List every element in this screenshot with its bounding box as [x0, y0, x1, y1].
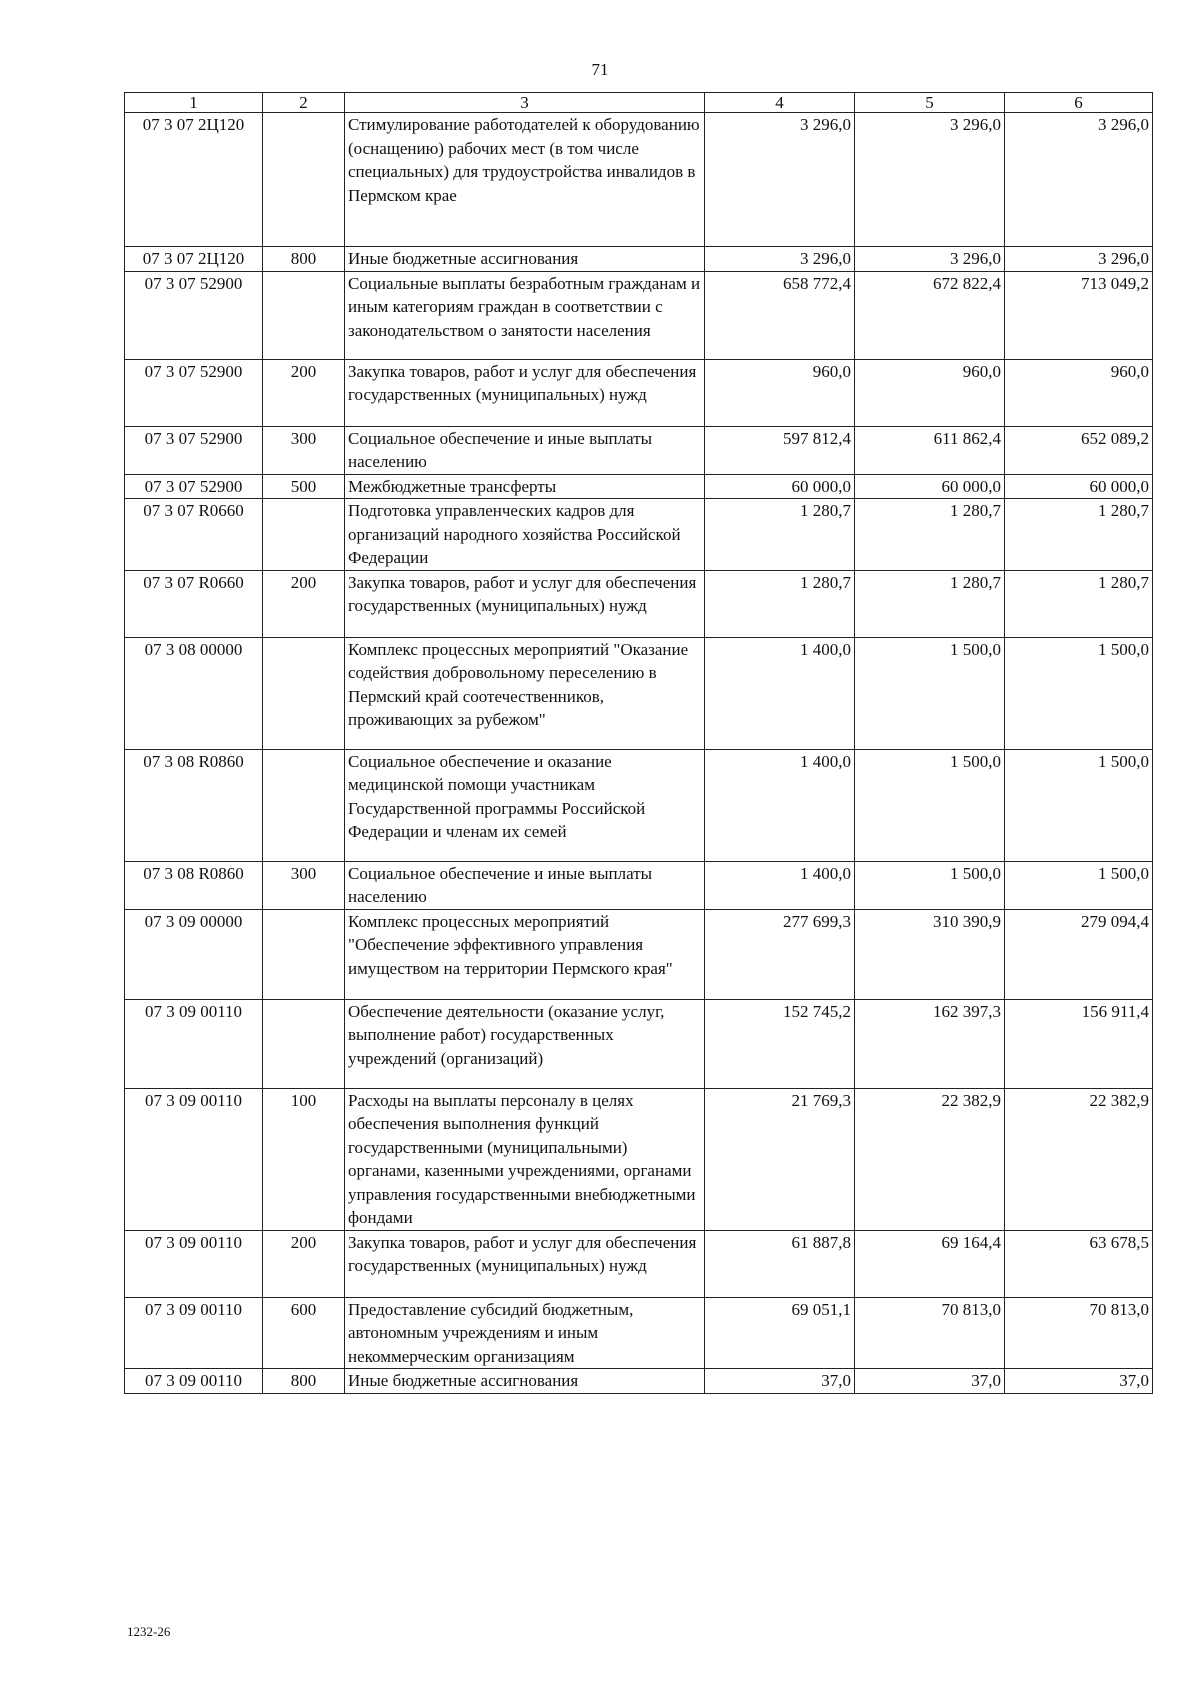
row-value-col5: 22 382,9: [855, 1088, 1005, 1230]
row-expense-type: [263, 637, 345, 749]
row-value-col6: 1 280,7: [1005, 499, 1153, 571]
row-value-col4: 37,0: [705, 1369, 855, 1394]
page-number: 71: [591, 60, 609, 79]
row-value-col4: 1 400,0: [705, 861, 855, 909]
row-value-col5: 1 500,0: [855, 861, 1005, 909]
row-value-col5: 1 500,0: [855, 749, 1005, 861]
row-expense-type: [263, 271, 345, 359]
row-name: Комплекс процессных мероприятий "Оказание содействия добровольному переселению в Пермский край соотечественников, проживающих за рубежом": [345, 637, 705, 749]
row-value-col6: 37,0: [1005, 1369, 1153, 1394]
row-expense-type: 300: [263, 861, 345, 909]
table-row: [125, 359, 1153, 426]
table-row: [125, 247, 1153, 272]
table-row: [125, 1088, 1153, 1230]
row-expense-type: 600: [263, 1297, 345, 1369]
table-header-row: [125, 93, 1153, 113]
row-expense-type: [263, 113, 345, 247]
row-value-col4: 61 887,8: [705, 1230, 855, 1297]
row-value-col4: 1 280,7: [705, 499, 855, 571]
row-value-col4: 3 296,0: [705, 247, 855, 272]
row-name: Подготовка управленческих кадров для организаций народного хозяйства Российской Федерации: [345, 499, 705, 571]
row-code: 07 3 09 00110: [125, 999, 263, 1088]
row-code: 07 3 07 52900: [125, 359, 263, 426]
row-code: 07 3 07 52900: [125, 426, 263, 474]
row-name: Стимулирование работодателей к оборудованию (оснащению) рабочих мест (в том числе специальных) для трудоустройства инвалидов в Пермском крае: [345, 113, 705, 247]
row-code: 07 3 09 00110: [125, 1297, 263, 1369]
row-name: Межбюджетные трансферты: [345, 474, 705, 499]
row-value-col6: 1 500,0: [1005, 861, 1153, 909]
row-value-col5: 310 390,9: [855, 909, 1005, 999]
row-code: 07 3 07 2Ц120: [125, 247, 263, 272]
row-value-col4: 658 772,4: [705, 271, 855, 359]
row-value-col5: 37,0: [855, 1369, 1005, 1394]
row-code: 07 3 07 52900: [125, 474, 263, 499]
budget-table: [124, 92, 1153, 1394]
table-row: [125, 113, 1153, 247]
row-value-col6: 60 000,0: [1005, 474, 1153, 499]
row-value-col4: 152 745,2: [705, 999, 855, 1088]
row-expense-type: 200: [263, 359, 345, 426]
row-name: Закупка товаров, работ и услуг для обеспечения государственных (муниципальных) нужд: [345, 359, 705, 426]
row-name: Социальное обеспечение и иные выплаты населению: [345, 861, 705, 909]
row-name: Социальное обеспечение и иные выплаты населению: [345, 426, 705, 474]
row-value-col4: 60 000,0: [705, 474, 855, 499]
row-value-col6: 652 089,2: [1005, 426, 1153, 474]
row-value-col5: 672 822,4: [855, 271, 1005, 359]
row-expense-type: 200: [263, 570, 345, 637]
row-value-col5: 162 397,3: [855, 999, 1005, 1088]
row-value-col4: 1 400,0: [705, 637, 855, 749]
row-value-col6: 3 296,0: [1005, 113, 1153, 247]
footer-code: 1232-26: [127, 1624, 171, 1639]
row-value-col4: 277 699,3: [705, 909, 855, 999]
table-row: [125, 271, 1153, 359]
table-row: [125, 1230, 1153, 1297]
row-value-col4: 21 769,3: [705, 1088, 855, 1230]
row-name: Иные бюджетные ассигнования: [345, 247, 705, 272]
row-value-col5: 70 813,0: [855, 1297, 1005, 1369]
row-expense-type: 200: [263, 1230, 345, 1297]
row-expense-type: 100: [263, 1088, 345, 1230]
row-code: 07 3 07 2Ц120: [125, 113, 263, 247]
row-expense-type: [263, 999, 345, 1088]
row-name: Иные бюджетные ассигнования: [345, 1369, 705, 1394]
row-expense-type: [263, 909, 345, 999]
row-value-col4: 3 296,0: [705, 113, 855, 247]
row-value-col6: 1 500,0: [1005, 637, 1153, 749]
row-value-col6: 279 094,4: [1005, 909, 1153, 999]
table-row: [125, 861, 1153, 909]
row-expense-type: 300: [263, 426, 345, 474]
row-code: 07 3 09 00110: [125, 1230, 263, 1297]
row-expense-type: [263, 499, 345, 571]
row-code: 07 3 08 R0860: [125, 749, 263, 861]
row-code: 07 3 09 00110: [125, 1088, 263, 1230]
header-col-2: 2: [263, 93, 345, 113]
row-value-col6: 713 049,2: [1005, 271, 1153, 359]
row-value-col5: 1 280,7: [855, 570, 1005, 637]
row-value-col5: 3 296,0: [855, 247, 1005, 272]
table-row: [125, 1297, 1153, 1369]
row-value-col6: 1 500,0: [1005, 749, 1153, 861]
row-expense-type: 800: [263, 1369, 345, 1394]
header-col-3: 3: [345, 93, 705, 113]
table-row: [125, 570, 1153, 637]
header-col-6: 6: [1005, 93, 1153, 113]
row-code: 07 3 07 52900: [125, 271, 263, 359]
row-expense-type: [263, 749, 345, 861]
row-value-col4: 69 051,1: [705, 1297, 855, 1369]
row-value-col6: 156 911,4: [1005, 999, 1153, 1088]
table-row: [125, 749, 1153, 861]
row-expense-type: 500: [263, 474, 345, 499]
row-expense-type: 800: [263, 247, 345, 272]
row-value-col5: 69 164,4: [855, 1230, 1005, 1297]
row-value-col5: 3 296,0: [855, 113, 1005, 247]
row-value-col5: 60 000,0: [855, 474, 1005, 499]
row-value-col5: 1 280,7: [855, 499, 1005, 571]
row-value-col4: 1 400,0: [705, 749, 855, 861]
table-row: [125, 999, 1153, 1088]
header-col-4: 4: [705, 93, 855, 113]
header-col-5: 5: [855, 93, 1005, 113]
row-name: Расходы на выплаты персоналу в целях обеспечения выполнения функций государственными (муниципальными) органами, казенными учреждениями, органами управления государственными внебюджетными фондами: [345, 1088, 705, 1230]
row-value-col4: 1 280,7: [705, 570, 855, 637]
row-code: 07 3 08 00000: [125, 637, 263, 749]
row-code: 07 3 09 00000: [125, 909, 263, 999]
row-value-col5: 960,0: [855, 359, 1005, 426]
row-code: 07 3 07 R0660: [125, 570, 263, 637]
table-row: [125, 426, 1153, 474]
row-value-col6: 70 813,0: [1005, 1297, 1153, 1369]
header-col-1: 1: [125, 93, 263, 113]
row-name: Комплекс процессных мероприятий "Обеспечение эффективного управления имуществом на территории Пермского края": [345, 909, 705, 999]
row-value-col6: 3 296,0: [1005, 247, 1153, 272]
row-value-col6: 22 382,9: [1005, 1088, 1153, 1230]
table-row: [125, 1369, 1153, 1394]
row-value-col6: 1 280,7: [1005, 570, 1153, 637]
row-name: Социальные выплаты безработным гражданам и иным категориям граждан в соответствии с законодательством о занятости населения: [345, 271, 705, 359]
row-value-col5: 1 500,0: [855, 637, 1005, 749]
row-code: 07 3 08 R0860: [125, 861, 263, 909]
row-code: 07 3 07 R0660: [125, 499, 263, 571]
table-row: [125, 909, 1153, 999]
row-value-col4: 597 812,4: [705, 426, 855, 474]
row-name: Предоставление субсидий бюджетным, автономным учреждениям и иным некоммерческим организациям: [345, 1297, 705, 1369]
table-row: [125, 637, 1153, 749]
row-name: Обеспечение деятельности (оказание услуг, выполнение работ) государственных учреждений (организаций): [345, 999, 705, 1088]
row-value-col6: 63 678,5: [1005, 1230, 1153, 1297]
row-code: 07 3 09 00110: [125, 1369, 263, 1394]
row-name: Социальное обеспечение и оказание медицинской помощи участникам Государственной программы Российской Федерации и членам их семей: [345, 749, 705, 861]
row-name: Закупка товаров, работ и услуг для обеспечения государственных (муниципальных) нужд: [345, 1230, 705, 1297]
table-row: [125, 474, 1153, 499]
row-name: Закупка товаров, работ и услуг для обеспечения государственных (муниципальных) нужд: [345, 570, 705, 637]
table-row: [125, 499, 1153, 571]
row-value-col5: 611 862,4: [855, 426, 1005, 474]
row-value-col6: 960,0: [1005, 359, 1153, 426]
row-value-col4: 960,0: [705, 359, 855, 426]
